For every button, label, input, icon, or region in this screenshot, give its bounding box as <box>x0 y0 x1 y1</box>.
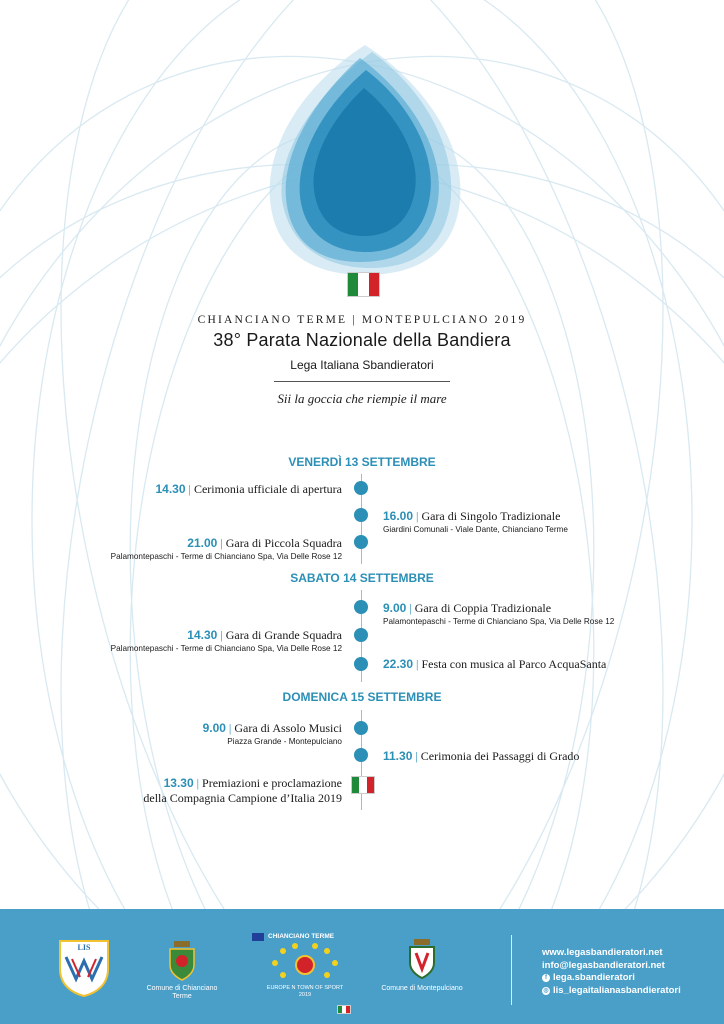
event-item: 9.00 | Gara di Coppia Tradizionale Palamontepaschi - Terme di Chianciano Spa, Via Delle Rose 12 <box>383 601 615 626</box>
day-heading-saturday: SABATO 14 SETTEMBRE <box>290 571 434 585</box>
timeline-dot <box>354 628 368 642</box>
event-location-heading: CHIANCIANO TERME | MONTEPULCIANO 2019 <box>197 314 527 326</box>
email-link[interactable]: info@legasbandieratori.net <box>542 959 665 971</box>
europe-line2: 2019 <box>298 992 312 998</box>
water-drop-emblem <box>260 40 470 280</box>
motto: Sii la goccia che riempie il mare <box>277 391 447 406</box>
event-item: 11.30 | Cerimonia dei Passaggi di Grado <box>383 749 580 763</box>
european-town-of-sport-logo <box>250 931 360 1017</box>
italian-flag-icon <box>351 776 375 794</box>
event-item: 16.00 | Gara di Singolo Tradizionale Giardini Comunali - Viale Dante, Chianciano Terme <box>383 509 568 534</box>
footer-divider <box>511 935 512 1005</box>
comune-chianciano-caption: Comune di Chianciano Terme <box>146 985 218 1000</box>
event-item: 14.30 | Cerimonia ufficiale di apertura <box>155 482 342 496</box>
timeline-dot <box>354 748 368 762</box>
europe-title: CHIANCIANO TERME <box>268 933 335 940</box>
contact-info <box>542 947 681 997</box>
timeline-dot <box>354 508 368 522</box>
event-item: 21.00 | Gara di Piccola Squadra Palamontepaschi - Terme di Chianciano Spa, Via Delle Rose 12 <box>110 536 342 561</box>
eu-flag-icon <box>252 933 264 941</box>
facebook-icon: f <box>542 974 550 982</box>
website-link[interactable]: www.legasbandieratori.net <box>542 947 663 958</box>
timeline-dot <box>354 535 368 549</box>
page-title: 38° Parata Nazionale della Bandiera <box>213 330 511 350</box>
footer <box>0 909 724 1024</box>
lis-badge-logo <box>58 939 110 997</box>
title-divider <box>274 381 450 382</box>
organizer-name: Lega Italiana Sbandieratori <box>290 358 434 372</box>
timeline-dot <box>354 721 368 735</box>
chianciano-crest-icon <box>168 941 196 986</box>
comune-montepulciano-caption: Comune di Montepulciano <box>381 985 463 992</box>
montepulciano-crest-icon <box>408 939 436 984</box>
instagram-link[interactable]: lis_legaitalianasbandieratori <box>553 984 681 996</box>
italian-flag-icon <box>347 272 380 297</box>
timeline-dot <box>354 657 368 671</box>
instagram-icon: ◎ <box>543 987 549 994</box>
timeline-dot <box>354 600 368 614</box>
event-item: 22.30 | Festa con musica al Parco AcquaSanta <box>383 657 607 671</box>
facebook-link[interactable]: lega.sbandieratori <box>553 972 635 983</box>
day-heading-friday: VENERDÌ 13 SETTEMBRE <box>288 455 436 469</box>
star-ring-icon <box>265 943 345 983</box>
event-item: 9.00 | Gara di Assolo Musici Piazza Grande - Montepulciano <box>202 721 342 746</box>
badge-text: LIS <box>77 943 91 952</box>
day-heading-sunday: DOMENICA 15 SETTEMBRE <box>282 690 442 704</box>
event-item: 13.30 | Premiazioni e proclamazione della Compagnia Campione d’Italia 2019 <box>143 776 342 805</box>
italian-flag-icon <box>337 1005 351 1014</box>
timeline-dot <box>354 481 368 495</box>
event-item: 14.30 | Gara di Grande Squadra Palamontepaschi - Terme di Chianciano Spa, Via Delle Rose 12 <box>110 628 342 653</box>
europe-line1: EUROPE N TOWN OF SPORT <box>266 985 344 991</box>
